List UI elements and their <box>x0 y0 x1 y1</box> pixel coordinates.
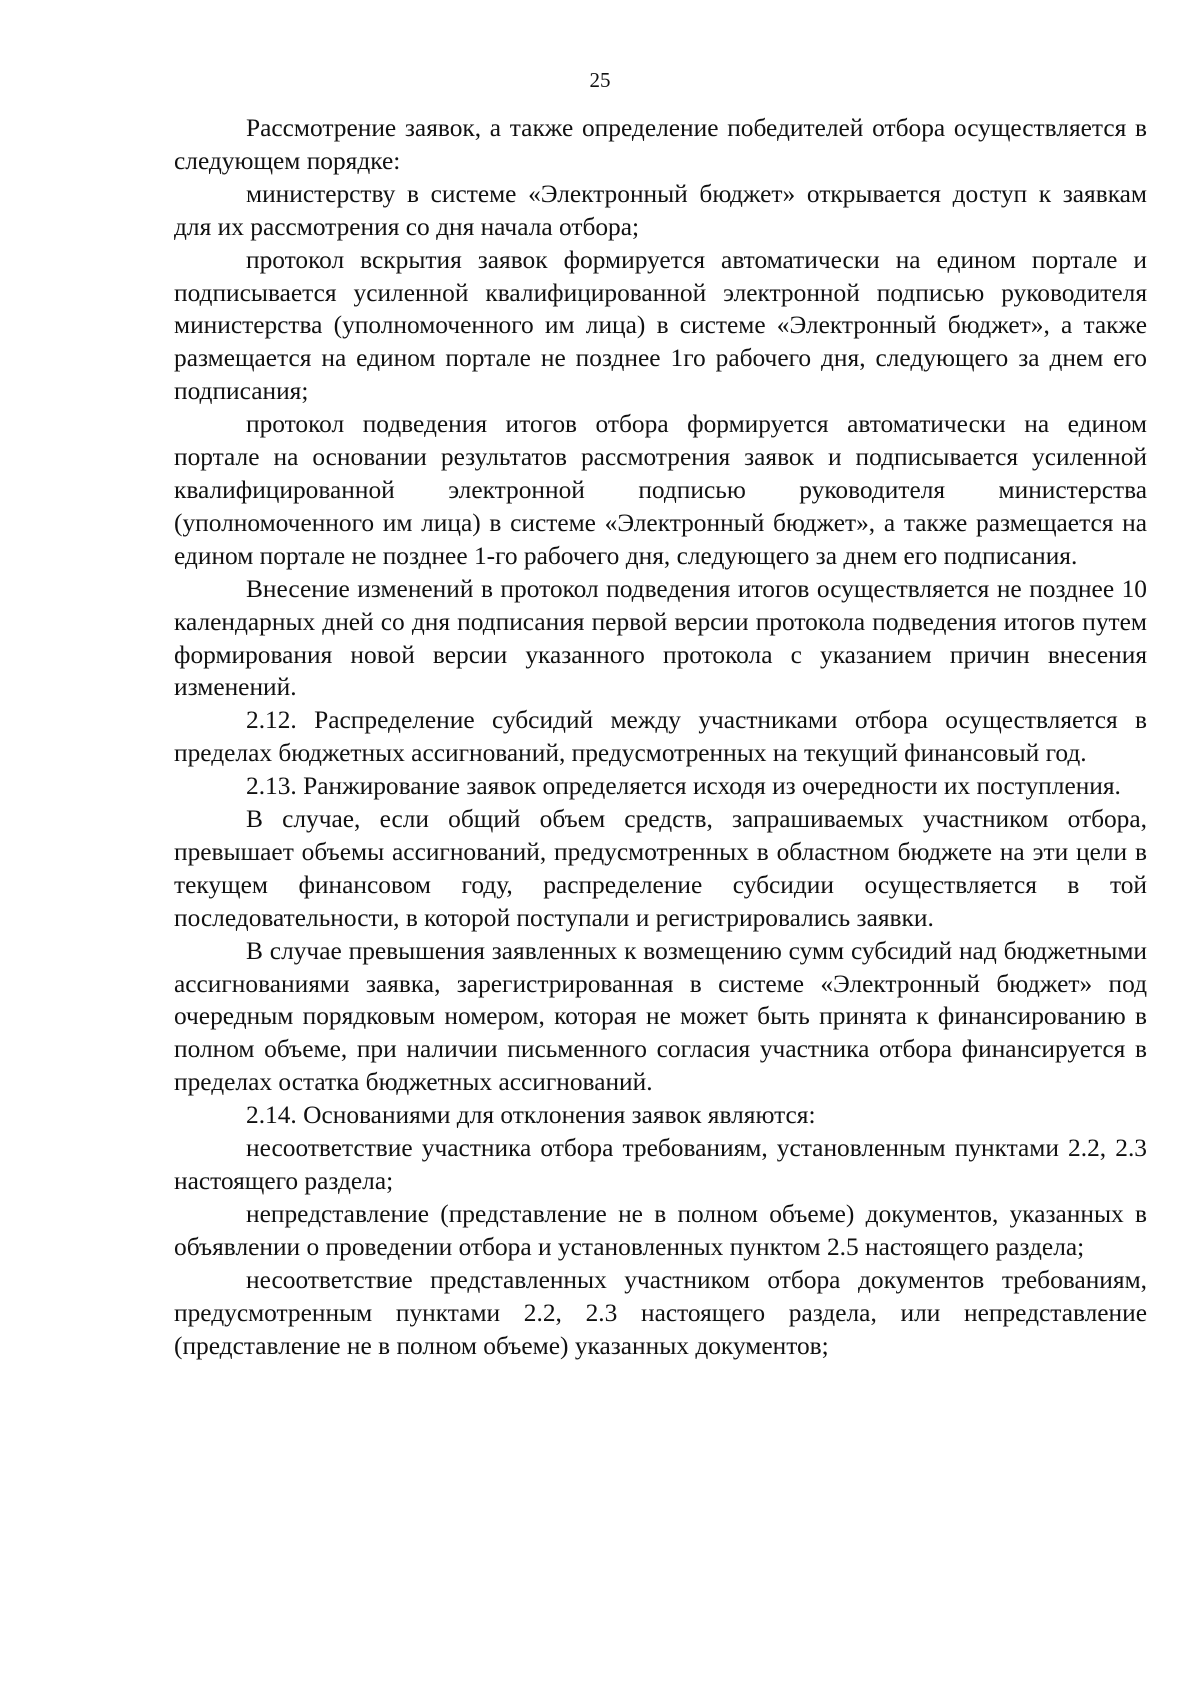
paragraph-ground-missing-docs: непредставление (представление не в полном объеме) документов, указанных в объявлении о проведении отбора и установленных пунктом 2.5 настоящего раздела; <box>174 1199 1147 1261</box>
paragraph-clause-2-14: 2.14. Основаниями для отклонения заявок являются: <box>246 1101 816 1130</box>
paragraph-clause-2-12: 2.12. Распределение субсидий между участниками отбора осуществляется в пределах бюджетных ассигнований, предусмотренных на текущий финансовый год. <box>174 706 1147 768</box>
document-body <box>174 112 1147 1362</box>
page-number: 25 <box>589 68 611 92</box>
paragraph-ground-docs-requirements: несоответствие представленных участником отбора документов требованиям, предусмотренным пунктами 2.2, 2.3 настоящего раздела, или непредставление (представление не в полном объеме) указанных документов; <box>174 1265 1147 1360</box>
paragraph-protocol-changes: Внесение изменений в протокол подведения итогов осуществляется не позднее 10 календарных дней со дня подписания первой версии протокола подведения итогов путем формирования новой версии указанного протокола с указанием причин внесения изменений. <box>174 574 1147 702</box>
paragraph-ministry-access: министерству в системе «Электронный бюджет» открывается доступ к заявкам для их рассмотрения со дня начала отбора; <box>174 179 1147 241</box>
paragraph-clause-2-13: 2.13. Ранжирование заявок определяется исходя из очередности их поступления. <box>246 772 1121 801</box>
paragraph-opening-protocol: протокол вскрытия заявок формируется автоматически на едином портале и подписывается усиленной квалифицированной электронной подписью руководителя министерства (уполномоченного им лица) в системе «Электронный бюджет», а также размещается на едином портале не позднее 1го рабочего дня, следующего за днем его подписания; <box>174 245 1147 406</box>
paragraph-ground-noncompliance: несоответствие участника отбора требованиям, установленным пунктами 2.2, 2.3 настоящего раздела; <box>174 1134 1147 1195</box>
paragraph-results-protocol: протокол подведения итогов отбора формируется автоматически на едином портале на основании результатов рассмотрения заявок и подписывается усиленной квалифицированной электронной подписью руководителя министерства (уполномоченного им лица) в системе «Электронный бюджет», а также размещается на едином портале не позднее 1-го рабочего дня, следующего за днем его подписания. <box>174 410 1147 570</box>
paragraph-excess-request: В случае, если общий объем средств, запрашиваемых участником отбора, превышает объемы ассигнований, предусмотренных в областном бюджете на эти цели в текущем финансовом году, распределение субсидии осуществляется в той последовательности, в которой поступали и регистрировались заявки. <box>174 805 1147 932</box>
paragraph-excess-claims: В случае превышения заявленных к возмещению сумм субсидий над бюджетными ассигнованиями заявка, зарегистрированная в системе «Электронный бюджет» под очередным порядковым номером, которая не может быть принята к финансированию в полном объеме, при наличии письменного согласия участника отбора финансируется в пределах остатка бюджетных ассигнований. <box>174 936 1147 1097</box>
paragraph-review-order: Рассмотрение заявок, а также определение победителей отбора осуществляется в следующем порядке: <box>174 114 1147 175</box>
